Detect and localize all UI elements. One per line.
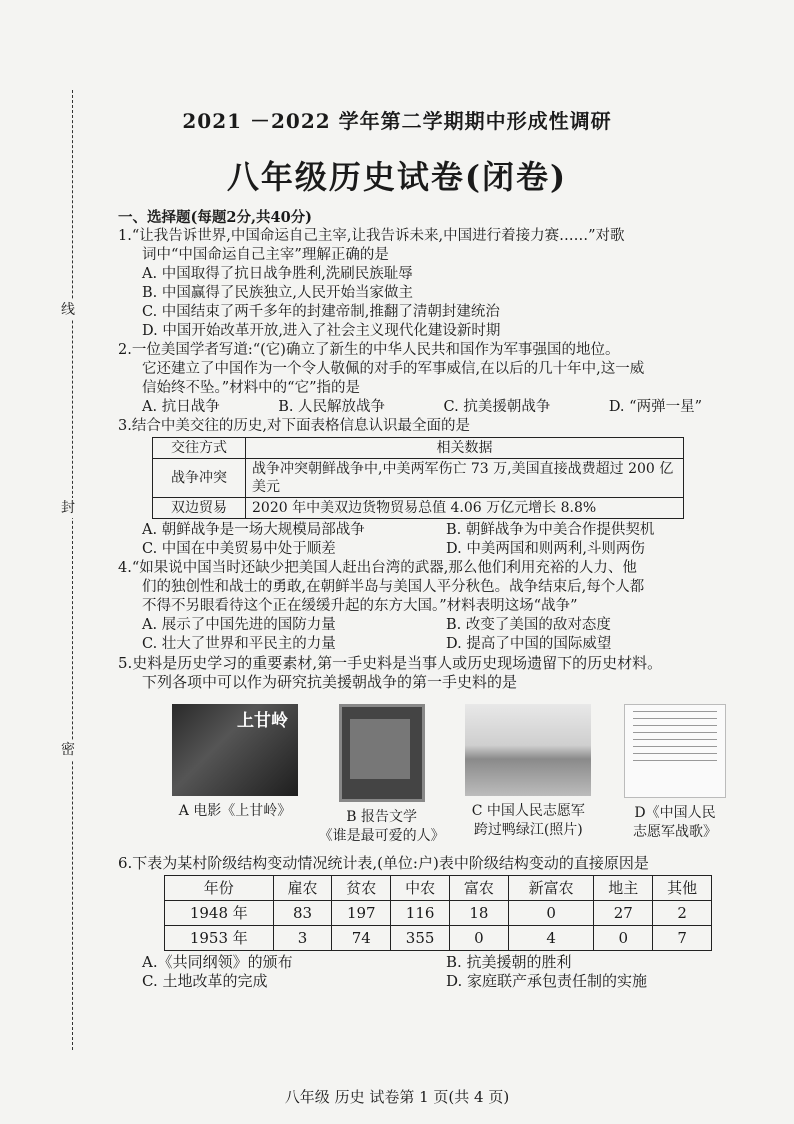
question-3 bbox=[118, 417, 750, 559]
table-cell: 27 bbox=[594, 901, 653, 926]
option: C. 中国结束了两千多年的封建帝制,推翻了清朝封建统治 bbox=[142, 304, 500, 320]
table-cell: 1948 年 bbox=[165, 901, 274, 926]
table-header: 富农 bbox=[450, 876, 509, 901]
question-stem: 词中“中国命运自己主宰”理解正确的是 bbox=[142, 247, 389, 263]
option: D. 中美两国和则两利,斗则两伤 bbox=[446, 541, 645, 557]
question-stem: 它还建立了中国作为一个令人敬佩的对手的军事威信,在以后的几十年中,这一威 bbox=[142, 361, 645, 377]
option: B. 抗美援朝的胜利 bbox=[446, 953, 572, 971]
question-area bbox=[118, 208, 750, 991]
question-stem: 4.“如果说中国当时还缺少把美国人赶出台湾的武器,那么他们利用充裕的人力、他 bbox=[118, 560, 637, 576]
table-header: 相关数据 bbox=[246, 438, 684, 459]
table-header-row bbox=[165, 876, 712, 901]
exchange-table bbox=[152, 437, 684, 519]
table-row bbox=[153, 459, 684, 498]
book-cover-image bbox=[339, 704, 425, 802]
question-stem: 不得不另眼看待这个正在缓缓升起的东方大国。”材料表明这场“战争” bbox=[142, 598, 578, 614]
table-cell: 4 bbox=[508, 926, 594, 951]
image-option-b bbox=[317, 704, 447, 846]
question-stem: 3.结合中美交往的历史,对下面表格信息认识最全面的是 bbox=[118, 418, 470, 434]
image-caption: D《中国人民 bbox=[634, 805, 716, 821]
table-row bbox=[153, 498, 684, 519]
question-1 bbox=[118, 227, 750, 341]
source-images bbox=[170, 704, 740, 846]
option: D. 家庭联产承包责任制的实施 bbox=[446, 972, 648, 990]
question-stem: 6.下表为某村阶级结构变动情况统计表,(单位:户)表中阶级结构变动的直接原因是 bbox=[118, 854, 649, 872]
table-header: 雇农 bbox=[273, 876, 332, 901]
film-title-text: 上甘岭 bbox=[237, 711, 288, 731]
option: D. “两弹一星” bbox=[608, 399, 702, 415]
image-caption: 志愿军战歌》 bbox=[632, 824, 717, 840]
option: B. 中国赢得了民族独立,人民开始当家做主 bbox=[142, 285, 413, 301]
question-5 bbox=[118, 654, 750, 846]
options-grid bbox=[142, 616, 750, 654]
page-footer: 八年级 历史 试卷第 1 页(共 4 页) bbox=[284, 1088, 510, 1106]
option: A. 中国取得了抗日战争胜利,洗刷民族耻辱 bbox=[142, 266, 413, 282]
table-cell: 双边贸易 bbox=[153, 498, 246, 519]
option: B. 朝鲜战争为中美合作提供契机 bbox=[446, 522, 655, 538]
table-cell: 3 bbox=[273, 926, 332, 951]
table-header: 地主 bbox=[594, 876, 653, 901]
table-cell: 355 bbox=[391, 926, 450, 951]
binding-label-seal: 封 bbox=[61, 500, 75, 516]
image-caption: 跨过鸭绿江(照片) bbox=[473, 822, 583, 838]
binding-line bbox=[72, 90, 73, 1050]
table-row bbox=[165, 901, 712, 926]
table-cell: 0 bbox=[594, 926, 653, 951]
table-cell: 197 bbox=[332, 901, 391, 926]
table-header: 其他 bbox=[653, 876, 712, 901]
question-2 bbox=[118, 341, 750, 417]
song-sheet-image bbox=[624, 704, 726, 798]
table-cell: 2020 年中美双边货物贸易总值 4.06 万亿元增长 8.8% bbox=[246, 498, 684, 519]
table-cell: 7 bbox=[653, 926, 712, 951]
question-4 bbox=[118, 559, 750, 654]
option: B. 人民解放战争 bbox=[278, 399, 386, 415]
option: C. 土地改革的完成 bbox=[142, 972, 268, 990]
class-structure-table bbox=[164, 875, 712, 951]
table-cell: 83 bbox=[273, 901, 332, 926]
question-6 bbox=[118, 854, 750, 991]
table-header-row bbox=[153, 438, 684, 459]
table-cell: 0 bbox=[450, 926, 509, 951]
table-cell: 2 bbox=[653, 901, 712, 926]
table-cell: 0 bbox=[508, 901, 594, 926]
option: A. 展示了中国先进的国防力量 bbox=[142, 617, 336, 633]
options-grid bbox=[142, 953, 750, 991]
binding-label-sealed: 密 bbox=[61, 742, 75, 758]
table-header: 新富农 bbox=[508, 876, 594, 901]
question-stem: 1.“让我告诉世界,中国命运自己主宰,让我告诉未来,中国进行着接力赛……”对歌 bbox=[118, 228, 625, 244]
question-stem: 信始终不坠。”材料中的“它”指的是 bbox=[142, 380, 360, 396]
image-caption: B 报告文学 bbox=[346, 809, 418, 825]
exam-subject-title: 八年级历史试卷(闭卷) bbox=[226, 158, 568, 196]
option: A. 朝鲜战争是一场大规模局部战争 bbox=[142, 522, 365, 538]
table-header: 年份 bbox=[165, 876, 274, 901]
question-stem: 5.史料是历史学习的重要素材,第一手史料是当事人或历史现场遗留下的历史材料。 bbox=[118, 654, 663, 672]
image-option-a bbox=[170, 704, 300, 846]
binding-label-line: 线 bbox=[61, 302, 75, 318]
table-cell: 18 bbox=[450, 901, 509, 926]
table-cell: 74 bbox=[332, 926, 391, 951]
option: C. 抗美援朝战争 bbox=[443, 399, 551, 415]
question-stem: 们的独创性和战士的勇敢,在朝鲜半岛与美国人平分秋色。战争结束后,每个人都 bbox=[142, 579, 645, 595]
question-stem: 下列各项中可以作为研究抗美援朝战争的第一手史料的是 bbox=[142, 673, 518, 691]
table-row bbox=[165, 926, 712, 951]
options-grid bbox=[142, 521, 750, 559]
option: B. 改变了美国的敌对态度 bbox=[446, 617, 611, 633]
image-caption: C 中国人民志愿军 bbox=[471, 803, 585, 819]
image-option-d bbox=[610, 704, 740, 846]
question-stem: 2.一位美国学者写道:“(它)确立了新生的中华人民共和国作为军事强国的地位。 bbox=[118, 342, 620, 358]
option: A.《共同纲领》的颁布 bbox=[142, 953, 293, 971]
table-cell: 战争冲突 bbox=[153, 459, 246, 498]
image-caption: A 电影《上甘岭》 bbox=[178, 803, 292, 819]
option: C. 壮大了世界和平民主的力量 bbox=[142, 636, 336, 652]
film-still-image bbox=[172, 704, 298, 796]
options-row bbox=[142, 398, 702, 417]
bridge-photo-image bbox=[465, 704, 591, 796]
table-cell: 战争冲突朝鲜战争中,中美两军伤亡 73 万,美国直接战费超过 200 亿美元 bbox=[246, 459, 684, 498]
exam-term-title: 2021 －2022 学年第二学期期中形成性调研 bbox=[182, 109, 612, 133]
section-heading: 一、选择题(每题2分,共40分) bbox=[118, 209, 313, 226]
table-cell: 1953 年 bbox=[165, 926, 274, 951]
image-caption: 《谁是最可爱的人》 bbox=[318, 828, 445, 844]
table-header: 贫农 bbox=[332, 876, 391, 901]
table-header: 交往方式 bbox=[153, 438, 246, 459]
option: A. 抗日战争 bbox=[142, 399, 220, 415]
table-cell: 116 bbox=[391, 901, 450, 926]
option: D. 中国开始改革开放,进入了社会主义现代化建设新时期 bbox=[142, 323, 501, 339]
image-option-c bbox=[463, 704, 593, 846]
table-header: 中农 bbox=[391, 876, 450, 901]
option: C. 中国在中美贸易中处于顺差 bbox=[142, 541, 336, 557]
option: D. 提高了中国的国际威望 bbox=[446, 636, 612, 652]
